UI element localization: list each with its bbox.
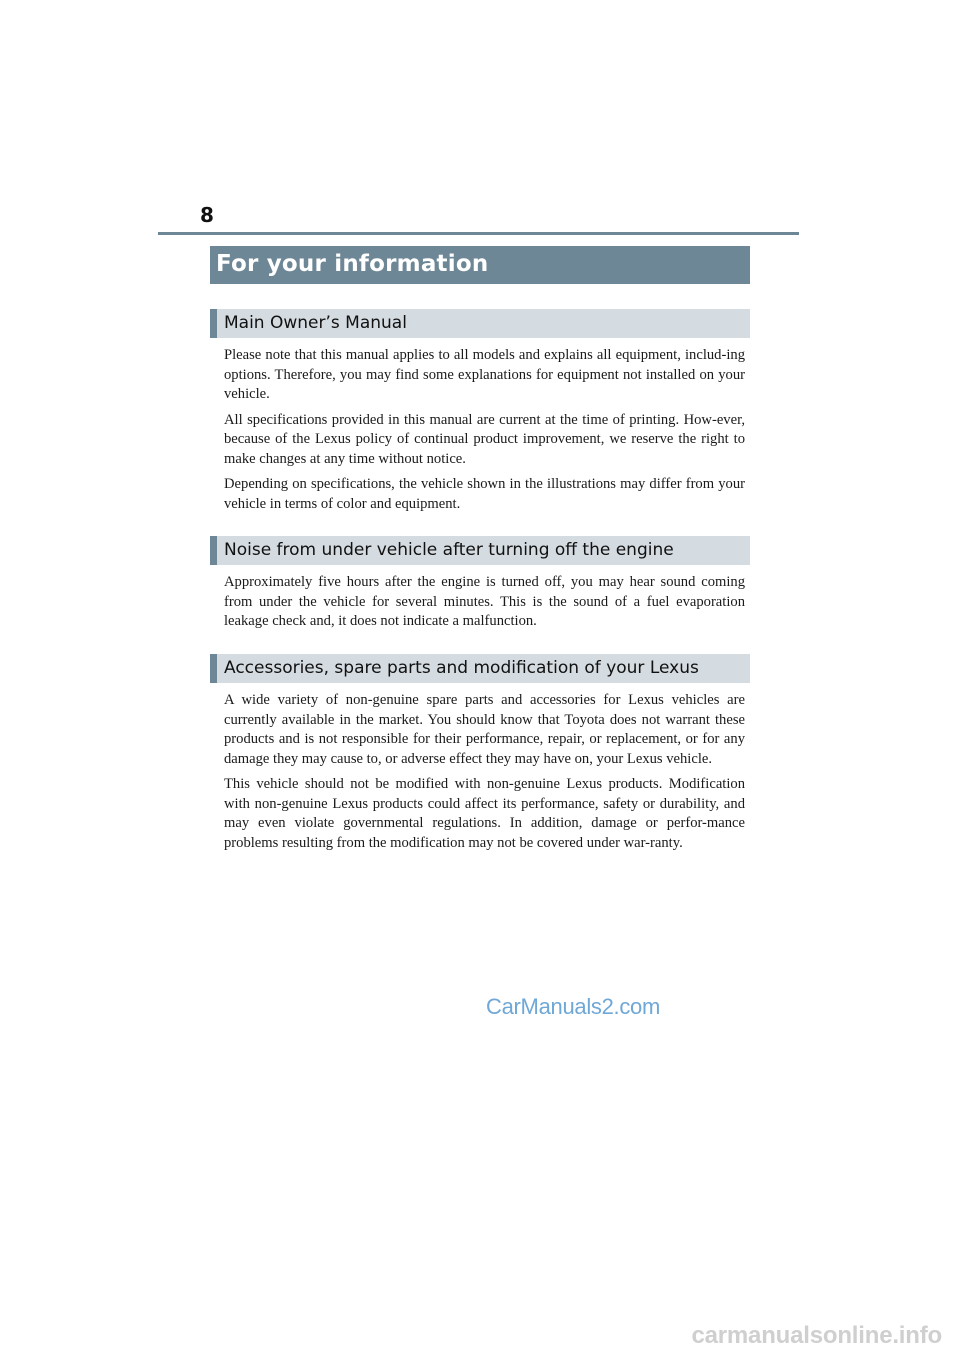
section-heading: Noise from under vehicle after turning off the engine <box>224 540 674 560</box>
page-title-bar <box>210 246 750 284</box>
top-rule <box>158 232 799 235</box>
paragraph: This vehicle should not be modified with non-genuine Lexus products. Modification with non-genuine Lexus products could affect its performance, safety or durability, and may even violate governmental regulations. In addition, damage or perfor-mance problems resulting from the modification may not be covered under war-ranty. <box>224 776 745 851</box>
paragraph: All specifications provided in this manual are current at the time of printing. How-ever, because of the Lexus policy of continual product improvement, we reserve the right to make changes at any time without notice. <box>224 411 745 467</box>
section-body <box>210 565 750 632</box>
page-number: 8 <box>200 203 214 227</box>
section-header <box>210 309 750 338</box>
watermark-carmanualsonline: carmanualsonline.info <box>691 1322 942 1349</box>
paragraph: Please note that this manual applies to all models and explains all equipment, includ-ing options. Therefore, you may find some explanations for equipment not installed on your vehicle. <box>224 347 745 402</box>
section-main-owners-manual <box>210 309 750 514</box>
section-accessories-spare-parts <box>210 654 750 853</box>
paragraph: A wide variety of non-genuine spare parts and accessories for Lexus vehicles are currently available in the market. You should know that Toyota does not warrant these products and is not responsible for their performance, repair, or replacement, or for any damage they may cause to, or adverse effect they may have on, your Lexus vehicle. <box>224 692 745 767</box>
section-header <box>210 536 750 565</box>
watermark-carmanuals2: CarManuals2.com <box>486 994 661 1019</box>
page-title: For your information <box>216 251 489 277</box>
section-heading: Accessories, spare parts and modification of your Lexus <box>224 658 699 678</box>
section-heading: Main Owner’s Manual <box>224 313 407 333</box>
section-body <box>210 338 750 514</box>
paragraph: Approximately five hours after the engine is turned off, you may hear sound coming from under the vehicle for several minutes. This is the sound of a fuel evaporation leakage check and, it does not indicate a malfunction. <box>224 574 745 629</box>
section-header <box>210 654 750 683</box>
section-body <box>210 683 750 853</box>
paragraph: Depending on specifications, the vehicle shown in the illustrations may differ from your vehicle in terms of color and equipment. <box>224 476 745 512</box>
section-noise-after-engine-off <box>210 536 750 632</box>
